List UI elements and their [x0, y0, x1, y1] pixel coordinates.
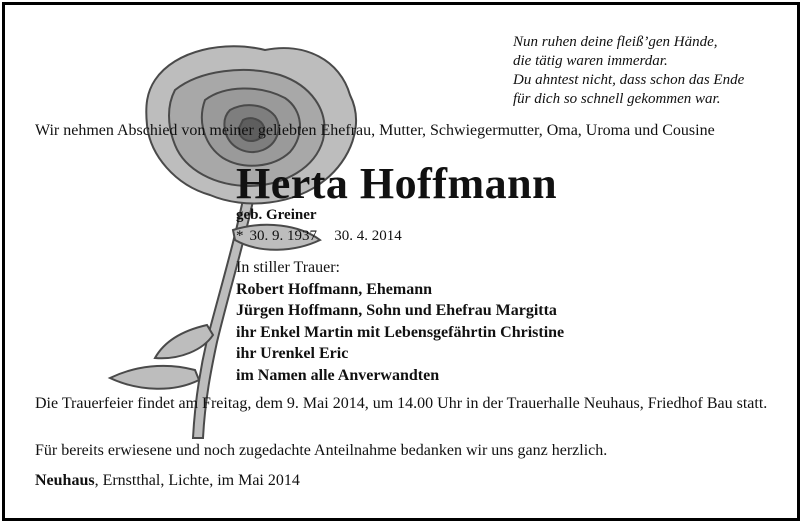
intro-text: Wir nehmen Abschied von meiner geliebten Ehefrau, Mutter, Schwiegermutter, Oma, Uroma und Cousine [35, 122, 715, 139]
mourner: Jürgen Hoffmann, Sohn und Ehefrau Margitta [236, 302, 557, 319]
place-date [35, 471, 780, 491]
place-town: Neuhaus [35, 472, 95, 489]
life-dates [236, 228, 408, 245]
mourner: ihr Enkel Martin mit Lebensgefährtin Christine [236, 323, 565, 341]
born-name: geb. Greiner [236, 207, 317, 223]
mourner: Robert Hoffmann, Ehemann [236, 280, 433, 298]
poem-line: für dich so schnell gekommen war. [513, 91, 721, 107]
poem-line: Nun ruhen deine fleiß’gen Hände, [513, 34, 718, 50]
mourner: im Namen alle Anverwandten [236, 366, 440, 384]
mourner: ihr Urenkel Eric [236, 345, 349, 362]
poem-line: Du ahntest nicht, dass schon das Ende [513, 72, 745, 88]
birth-symbol: * [236, 228, 244, 244]
death-date: 30. 4. 2014 [334, 228, 402, 244]
place-rest: , Ernstthal, Lichte, im Mai 2014 [94, 472, 300, 489]
birth-date: 30. 9. 1937 [249, 228, 317, 244]
deceased-name: Herta Hoffmann [236, 159, 558, 208]
funeral-info: Die Trauerfeier findet am Freitag, dem 9. Mai 2014, um 14.00 Uhr in der Trauerhalle Neuhaus, Friedhof Bau statt. [35, 395, 768, 412]
poem-line: die tätig waren immerdar. [513, 53, 668, 69]
mourners-heading: In stiller Trauer: [236, 259, 340, 276]
mourners [236, 257, 564, 386]
thanks-text: Für bereits erwiesene und noch zugedachte Anteilnahme bedanken wir uns ganz herzlich. [35, 442, 608, 459]
poem [513, 33, 744, 109]
